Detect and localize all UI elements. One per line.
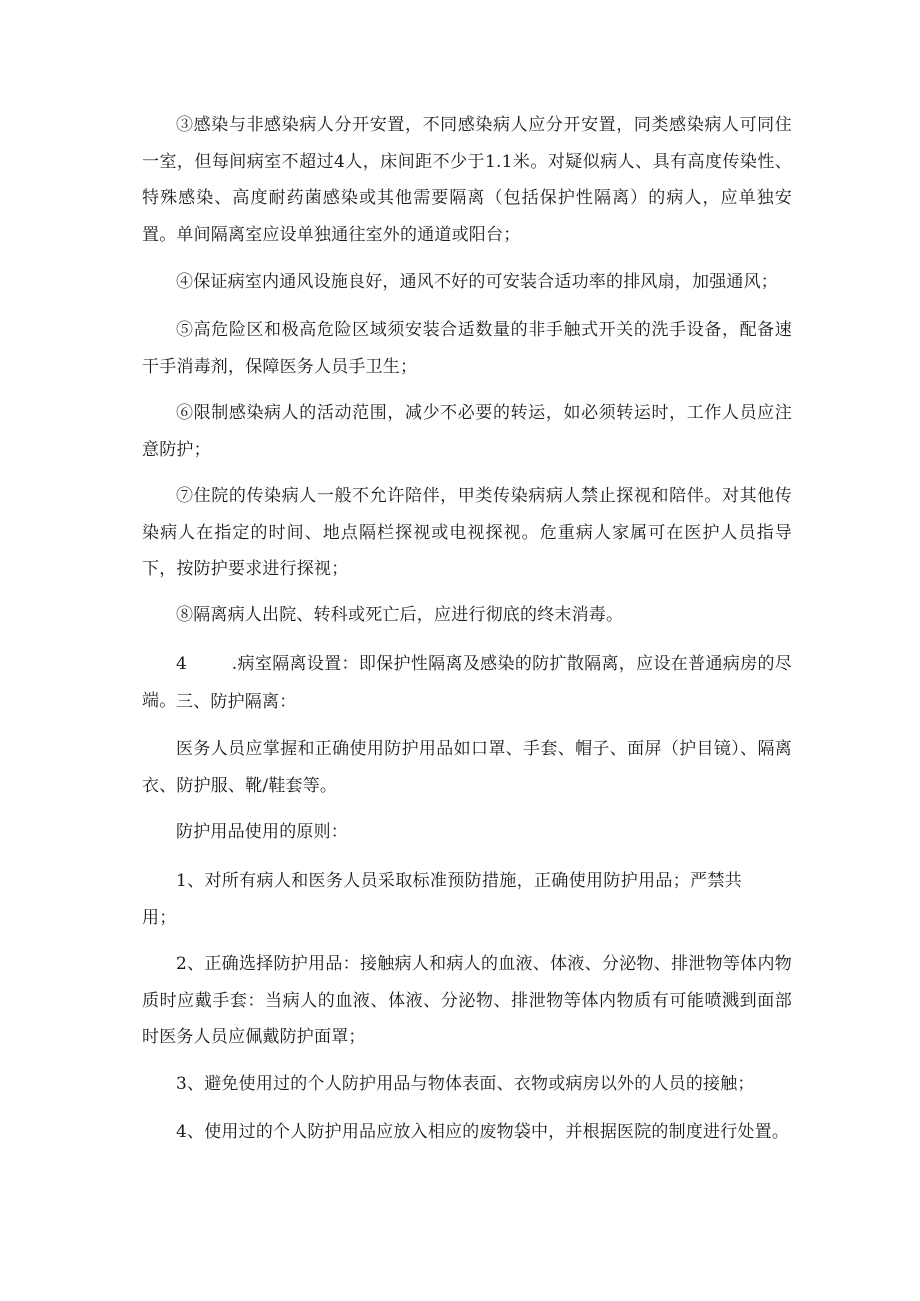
paragraph-room-isolation: 4 .病室隔离设置：即保护性隔离及感染的防扩散隔离，应设在普通病房的尽端。 [142, 654, 792, 711]
principle-item-3: 3、避免使用过的个人防护用品与物体表面、衣物或病房以外的人员的接触； [176, 1074, 755, 1094]
paragraph-item-6: ⑥限制感染病人的活动范围，减少不必要的转运，如必须转运时，工作人员应注意防护； [142, 403, 792, 460]
principle-item-4: 4、使用过的个人防护用品应放入相应的废物袋中，并根据医院的制度进行处置。 [176, 1122, 790, 1142]
principle-item-2: 2、正确选择防护用品：接触病人和病人的血液、体液、分泌物、排泄物等体内物质时应戴手套：当病人的血液、体液、分泌物、排泄物等体内物质有可能喷溅到面部时医务人员应佩戴防护面罩； [142, 954, 792, 1047]
section-heading-protective-isolation: 三、防护隔离： [176, 692, 297, 712]
paragraph-item-3: ③感染与非感染病人分开安置，不同感染病人应分开安置，同类感染病人可同住一室，但每间病室不超过4人，床间距不少于1.1米。对疑似病人、具有高度传染性、特殊感染、高度耐药菌感染或其他需要隔离（包括保护性隔离）的病人，应单独安置。单间隔离室应设单独通往室外的通道或阳台； [142, 115, 792, 245]
paragraph-item-4: ④保证病室内通风设施良好，通风不好的可安装合适功率的排风扇，加强通风； [176, 272, 778, 292]
paragraph-item-5: ⑤高危险区和极高危险区域须安装合适数量的非手触式开关的洗手设备，配备速干手消毒剂，保障医务人员手卫生； [142, 320, 792, 377]
paragraph-item-7: ⑦住院的传染病人一般不允许陪伴，甲类传染病病人禁止探视和陪伴。对其他传染病人在指定的时间、地点隔栏探视或电视探视。危重病人家属可在医护人员指导下，按防护要求进行探视； [142, 486, 792, 579]
paragraph-protective-equipment: 医务人员应掌握和正确使用防护用品如口罩、手套、帽子、面屏（护目镜）、隔离衣、防护服、靴/鞋套等。 [142, 739, 792, 796]
principle-item-1: 1、对所有病人和医务人员采取标准预防措施，正确使用防护用品；严禁共用； [142, 871, 742, 928]
paragraph-item-8: ⑧隔离病人出院、转科或死亡后，应进行彻底的终末消毒。 [176, 605, 624, 625]
paragraph-principles-heading: 防护用品使用的原则： [176, 822, 348, 842]
